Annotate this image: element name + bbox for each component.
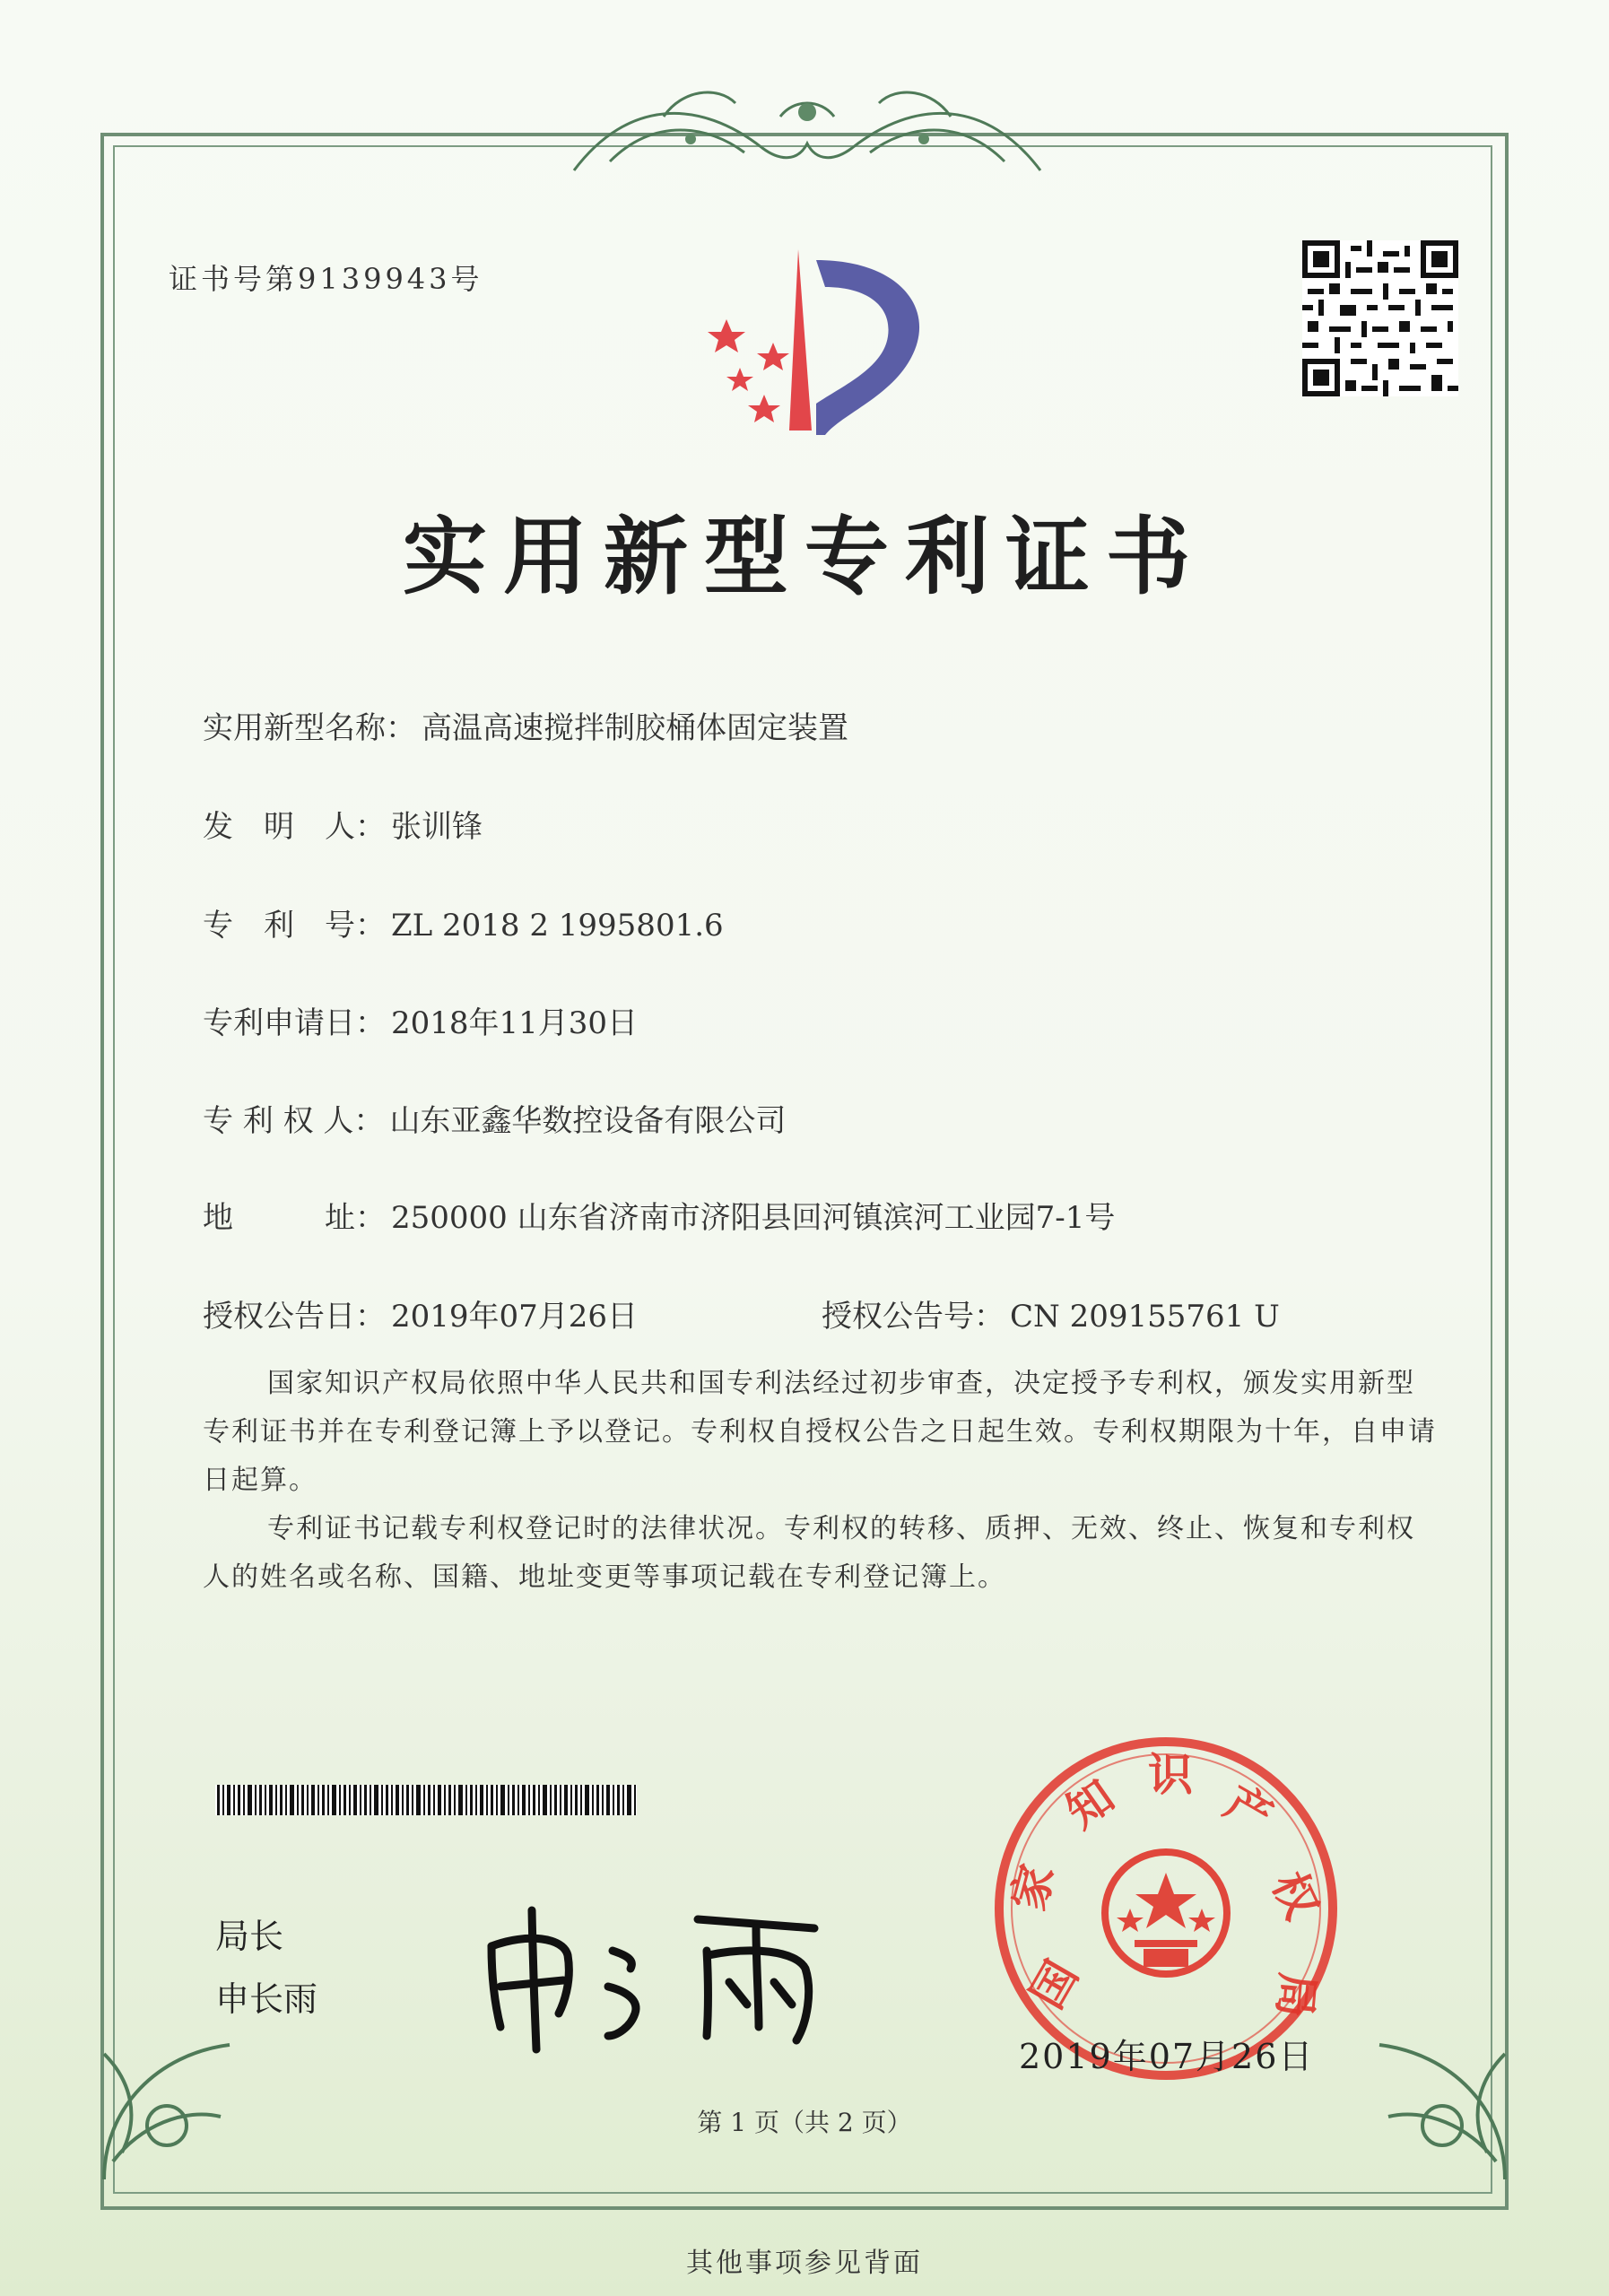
patentee-value: 山东亚鑫华数控设备有限公司 <box>389 1103 787 1139</box>
patentee-row <box>203 1096 786 1140</box>
patent-number-label: 专 利 号： <box>203 908 386 944</box>
certificate-title: 实用新型专利证书 <box>402 509 1206 606</box>
qr-code[interactable] <box>1302 240 1458 396</box>
bottom-left-ornament <box>86 2000 283 2197</box>
svg-text:知: 知 <box>1057 1770 1124 1839</box>
bottom-right-ornament <box>1326 2000 1523 2197</box>
legal-paragraph-1: 国家知识产权局依照中华人民共和国专利法经过初步审查，决定授予专利权，颁发实用新型专利证书并在专利登记簿上予以登记。专利权自授权公告之日起生效。专利权期限为十年，自申请日起算。 <box>203 1368 1437 1496</box>
svg-text:国: 国 <box>1021 1952 1089 2017</box>
director-signature <box>474 1901 832 2054</box>
legal-paragraph-2: 专利证书记载专利权登记时的法律状况。专利权的转移、质押、无效、终止、恢复和专利权人的姓名或名称、国籍、地址变更等事项记载在专利登记簿上。 <box>203 1513 1415 1593</box>
inventor-value: 张训锋 <box>391 809 483 845</box>
grant-date-label: 授权公告日： <box>203 1299 386 1335</box>
top-ornament-decoration <box>556 63 1058 188</box>
patentee-label: 专 利 权 人： <box>203 1103 385 1139</box>
filing-date-value: 2018年11月30日 <box>391 1005 639 1041</box>
svg-text:识: 识 <box>1148 1749 1193 1801</box>
address-row <box>203 1193 1115 1237</box>
utility-model-name-label: 实用新型名称： <box>203 710 416 746</box>
grant-number-value: CN 209155761 U <box>1010 1299 1280 1335</box>
footer-note: 其他事项参见背面 <box>686 2248 923 2279</box>
svg-text:局: 局 <box>1267 1970 1324 2020</box>
filing-date-label: 专利申请日： <box>203 1005 386 1041</box>
patent-number-value: ZL 2018 2 1995801.6 <box>391 908 724 944</box>
inventor-label: 发 明 人： <box>203 809 386 845</box>
grant-number-row <box>822 1292 1280 1335</box>
patent-number-row <box>203 900 724 944</box>
director-title: 局长 <box>215 1917 284 1956</box>
filing-date-row <box>203 998 638 1042</box>
issue-date: 2019年07月26日 <box>1019 2037 1315 2076</box>
grant-number-label: 授权公告号： <box>822 1299 1005 1335</box>
grant-date-value: 2019年07月26日 <box>391 1299 639 1335</box>
director-name: 申长雨 <box>215 1979 318 2019</box>
address-label: 地 址： <box>203 1200 386 1236</box>
address-value: 250000 山东省济南市济阳县回河镇滨河工业园7-1号 <box>391 1200 1116 1236</box>
svg-text:权: 权 <box>1262 1864 1328 1927</box>
utility-model-name-value: 高温高速搅拌制胶桶体固定装置 <box>422 710 848 746</box>
svg-text:家: 家 <box>1002 1858 1065 1917</box>
inventor-row <box>203 802 483 846</box>
svg-text:产: 产 <box>1216 1776 1282 1844</box>
page-indicator: 第 1 页（共 2 页） <box>697 2108 912 2137</box>
barcode <box>215 1785 637 1815</box>
certificate-number: 证书号第9139943号 <box>169 262 483 296</box>
cnipa-logo <box>691 242 942 439</box>
utility-model-name-row <box>203 703 848 747</box>
grant-date-row <box>203 1292 638 1335</box>
